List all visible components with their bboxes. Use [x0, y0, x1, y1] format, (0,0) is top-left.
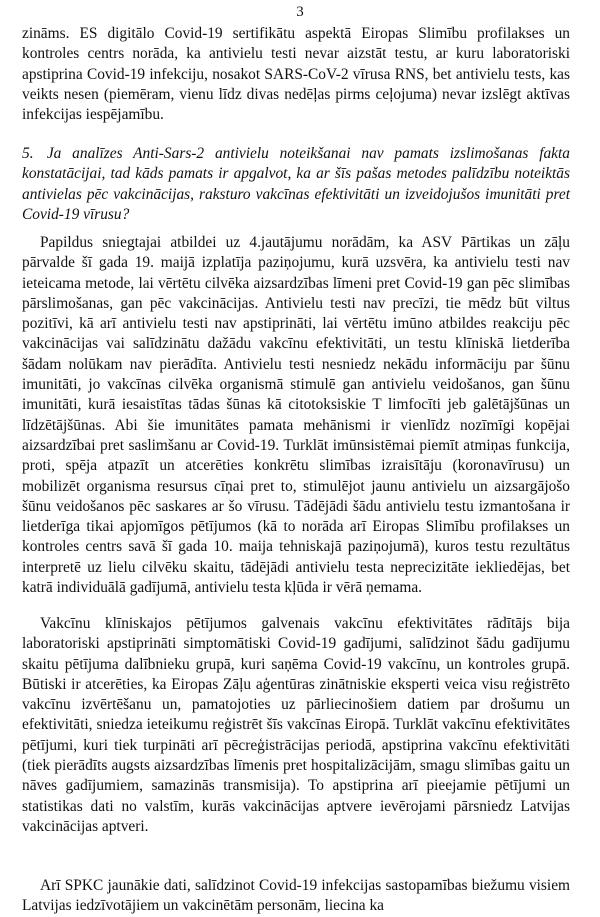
- question-5: [22, 144, 570, 225]
- question-number: 5.: [22, 145, 34, 162]
- answer-paragraph-3: Arī SPKC jaunākie dati, salīdzinot Covid-19 infekcijas sastopamības biežumu visiem Latvijas iedzīvotājiem un vakcinētām personām, liecina ka: [22, 877, 570, 915]
- answer-paragraph-2: Vakcīnu klīniskajos pētījumos galvenais vakcīnu efektivitātes rādītājs bija laboratoriski apstiprināti simptomātiski Covid-19 gadījumi, salīdzinot šādu gadījumu skaitu pētījuma dalībnieku grupā, kuri saņēma Covid-19 vakcīnu, un kontroles grupā. Būtiski ir atcerēties, ka Eiropas Zāļu aģentūras zinātniskie eksperti veica visu reģistrēto vakcīnu izvērtēšanu un, pamatojoties uz pārliecinošiem datiem par drošumu un efektivitāti, sniedza ieteikumu reģistrēt šīs vakcīnas Eiropā. Turklāt vakcīnu efektivitātes pētījumi, kuri tiek turpināti arī pēcreģistrācijas periodā, apstiprina vakcīnu efektivitāti (tiek pierādīts augsts aizsardzības līmenis pret hospitalizācijām, smagu slimības gaitu un nāves gadījumiem, samazinās transmisija). To apstiprina arī pieejamie pētījumi un statistikas dati no valstīm, kurās vakcinācijas aptvere ievērojami pārsniedz Latvijas vakcinācijas aptveri.: [22, 615, 570, 835]
- page-number: 3: [296, 4, 304, 20]
- question-text: Ja analīzes Anti-Sars-2 antivielu noteikšanai nav pamats izslimošanas fakta konstatācijai, tad kāds pamats ir apgalvot, ka ar šīs pašas metodes palīdzību noteiktās antivielas pēc vakcinācijas, raksturo vakcīnas efektivitāti un izveidojušos imunitāti pret Covid-19 vīrusu?: [22, 145, 570, 223]
- intro-paragraph: zināms. ES digitālo Covid-19 sertifikātu aspektā Eiropas Slimību profilakses un kontroles centrs norāda, ka antivielu testi nevar aizstāt testu, ar kuru laboratoriski apstiprina Covid-19 infekciju, nosakot SARS-CoV-2 vīrusa RNS, bet antivielu tests, kas veikts nesen (piemēram, vienu līdz divas nedēļas pirms ceļojuma) nevar izslēgt aktīvas infekcijas iespējamību.: [22, 25, 570, 124]
- answer-paragraph-1: Papildus sniegtajai atbildei uz 4.jautājumu norādām, ka ASV Pārtikas un zāļu pārvalde šī gada 19. maijā izplatīja paziņojumu, kurā uzsvēra, ka antivielu testi nav ieteicama metode, lai vērtētu cilvēka aizsardzības līmeni pret Covid-19 gan pēc slimības pārslimošanas, gan pēc vakcinācijas. Antivielu testi nav precīzi, tie mēdz būt viltus pozitīvi, kā arī antivielu testi nav apstiprināti, lai vērtētu imūno atbildes reakciju pēc vakcinācijas vai salīdzinātu dažādu vakcīnu efektivitāti, un testu klīniskā lietderība šādam nolūkam nav pierādīta. Antivielu testi nesniedz nekādu informāciju par šūnu imunitāti, jo vakcīnas cilvēka organismā stimulē gan antivielu veidošanos, gan šūnu imunitāti, kurā iesaistītas tādas šūnas kā citotoksiskie T limfocīti jeb galētājšūnas un līdzētājšūnas. Abi šie imunitātes pamata mehānismi ir vienlīdz nozīmīgi kopējai aizsardzībai pret saslimšanu ar Covid-19. Turklāt imūnsistēmai piemīt atmiņas funkcija, proti, spēja atpazīt un atcerēties konkrētu slimības izraisītāju (koronavīrusu) un mobilizēt organisma resursus cīņai pret to, stimulējot jaunu antivielu un aizsargājošo šūnu veidošanos pēc saskares ar šo vīrusu. Tādējādi šādu antivielu testu izmantošana ir lietderīga tikai apjomīgos pētījumos (kā to norāda arī Eiropas Slimību profilakses un kontroles centrs savā šī gada 10. maija tehniskajā paziņojumā), kuros testu rezultātus interpretē uz lielu cilvēku skaitu, tādējādi antivielu testa neprecizitāte iekliedējas, bet katrā individuālā gadījumā, antivielu testa kļūda ir vērā ņemama.: [22, 234, 570, 597]
